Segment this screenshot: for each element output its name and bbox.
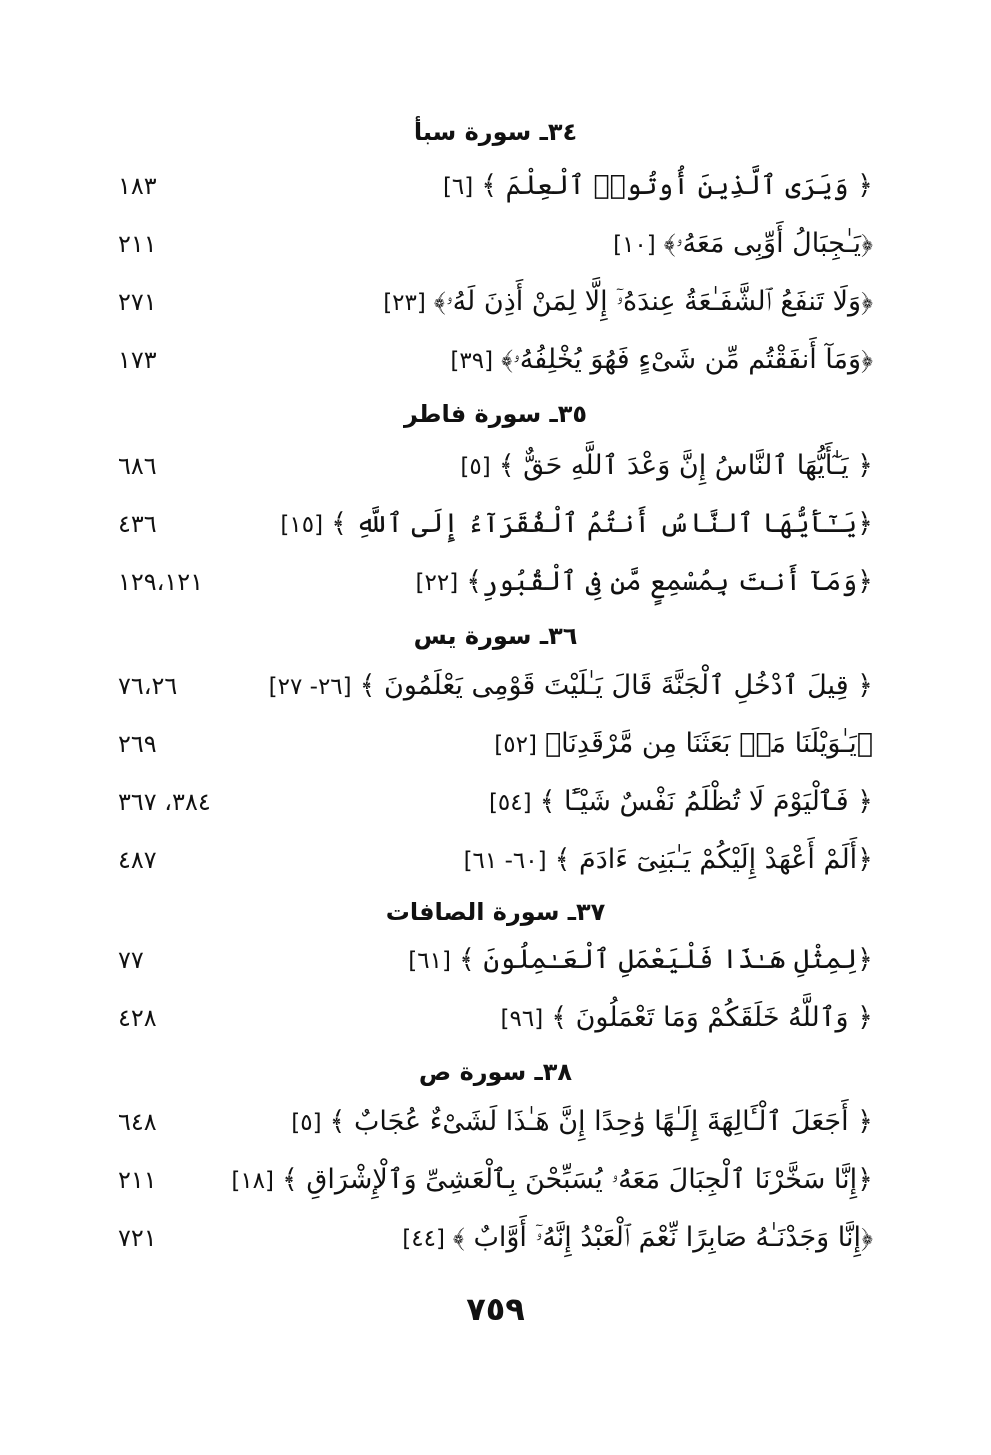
- verse-text: ﴿لِمِثْلِ هَـٰذَا فَلْيَعْمَلِ ٱلْعَـٰمِلُونَ ﴾[٦١]: [408, 944, 873, 975]
- verse-entry: [0, 1218, 991, 1258]
- verse-entry: [0, 840, 991, 880]
- verse-ref: [٦]: [442, 174, 474, 200]
- verse-text: ﴿ فَٱلْيَوْمَ لَا تُظْلَمُ نَفْسٌ شَيْـًٔا ﴾[٥٤]: [488, 786, 873, 817]
- page-refs: ٦٨٦: [118, 452, 157, 480]
- verse-ref: [٦٠- ٦١]: [463, 848, 547, 874]
- page-number: ٧٥٩: [466, 1290, 525, 1328]
- verse-ref: [١٨]: [231, 1168, 275, 1194]
- verse-text: ﴿ وَيَرَى ٱلَّذِينَ أُوتُوا۟ ٱلْعِلْمَ ﴾[٦]: [442, 170, 873, 201]
- surah-title: ٣٦ـ سورة يس: [413, 622, 578, 650]
- surah-title: ٣٨ـ سورة ص: [418, 1058, 573, 1086]
- surah-title: ٣٤ـ سورة سبأ: [413, 118, 578, 146]
- verse-text: ﴿إِنَّا سَخَّرْنَا ٱلْجِبَالَ مَعَهُۥ يُسَبِّحْنَ بِٱلْعَشِىِّ وَٱلْإِشْرَاقِ ﴾[١٨]: [231, 1164, 873, 1195]
- verse-text: ﴿ أَجَعَلَ ٱلْـَٔالِهَةَ إِلَـٰهًا وَٰحِدًا إِنَّ هَـٰذَا لَشَىْءٌ عُجَابٌ ﴾[٥]: [291, 1106, 873, 1137]
- page-refs: ٢٧١: [118, 288, 157, 316]
- verse-entry: [0, 446, 991, 486]
- verse-ref: [٦١]: [408, 948, 451, 974]
- verse-ref: [٢٣]: [383, 290, 426, 316]
- verse-ref: [٩٦]: [500, 1006, 544, 1032]
- page-refs: ٧٦،٢٦: [118, 672, 178, 700]
- page-refs: ٧٧: [118, 946, 144, 974]
- verse-ref: [٤٤]: [402, 1226, 445, 1252]
- page-refs: ٣٨٤، ٣٦٧: [118, 788, 211, 816]
- verse-text: ﴿وَمَآ أَنفَقْتُم مِّن شَىْءٍ فَهُوَ يُخْلِفُهُۥ﴾[٣٩]: [450, 344, 873, 375]
- verse-entry: [0, 666, 991, 706]
- page-refs: ٤٢٨: [118, 1004, 157, 1032]
- verse-entry: [0, 562, 991, 602]
- verse-entry: [0, 224, 991, 264]
- verse-entry: [0, 724, 991, 764]
- verse-entry: [0, 282, 991, 322]
- verse-text: ﴿أَلَمْ أَعْهَدْ إِلَيْكُمْ يَـٰبَنِىٓ ءَادَمَ ﴾[٦٠- ٦١]: [463, 844, 873, 875]
- verse-text: ﴿ قِيلَ ٱدْخُلِ ٱلْجَنَّةَ قَالَ يَـٰلَيْتَ قَوْمِى يَعْلَمُونَ ﴾[٢٦- ٢٧]: [268, 670, 873, 701]
- verse-ref: [٣٩]: [450, 348, 494, 374]
- verse-ref: [٢٦- ٢٧]: [268, 674, 352, 700]
- page-refs: ٦٤٨: [118, 1108, 157, 1136]
- page-refs: ١٨٣: [118, 172, 157, 200]
- verse-entry: [0, 782, 991, 822]
- verse-entry: [0, 504, 991, 544]
- verse-text: ﴿يَـٰجِبَالُ أَوِّبِى مَعَهُۥ﴾[١٠]: [613, 228, 873, 259]
- verse-ref: [٢٢]: [415, 570, 459, 596]
- verse-entry: [0, 940, 991, 980]
- verse-text: ﴿يَـٰٓأَيُّهَا ٱلنَّاسُ أَنتُمُ ٱلْفُقَرَآءُ إِلَى ٱللَّهِ ﴾[١٥]: [280, 508, 873, 539]
- verse-entry: [0, 166, 991, 206]
- surah-title: ٣٥ـ سورة فاطر: [403, 400, 588, 428]
- verse-entry: [0, 1102, 991, 1142]
- page-refs: ١٢٩،١٢١: [118, 568, 204, 596]
- surah-title: ٣٧ـ سورة الصافات: [385, 898, 606, 926]
- verse-entry: [0, 998, 991, 1038]
- page-refs: ١٧٣: [118, 346, 157, 374]
- page-refs: ٤٣٦: [118, 510, 157, 538]
- verse-text: ﴿إِنَّا وَجَدْنَـٰهُ صَابِرًا نِّعْمَ ٱلْعَبْدُ إِنَّهُۥٓ أَوَّابٌ ﴾[٤٤]: [402, 1222, 873, 1253]
- page-refs: ٧٢١: [118, 1224, 157, 1252]
- verse-ref: [٥٢]: [494, 732, 537, 758]
- page-refs: ٢٦٩: [118, 730, 157, 758]
- verse-text: ﴿وَلَا تَنفَعُ ٱلشَّفَـٰعَةُ عِندَهُۥٓ إِلَّا لِمَنْ أَذِنَ لَهُۥ﴾[٢٣]: [383, 286, 873, 317]
- verse-text: ﴿ وَٱللَّهُ خَلَقَكُمْ وَمَا تَعْمَلُونَ ﴾[٩٦]: [500, 1002, 873, 1033]
- verse-entry: [0, 1160, 991, 1200]
- page-refs: ٤٨٧: [118, 846, 157, 874]
- verse-entry: [0, 340, 991, 380]
- page-refs: ٢١١: [118, 1166, 157, 1194]
- verse-ref: [٥]: [291, 1110, 322, 1136]
- verse-text: ﴿وَمَآ أَنتَ بِمُسْمِعٍ مَّن فِى ٱلْقُبُورِ﴾[٢٢]: [415, 566, 873, 597]
- verse-ref: [١٥]: [280, 512, 324, 538]
- page-refs: ٢١١: [118, 230, 157, 258]
- verse-ref: [٥٤]: [488, 790, 532, 816]
- verse-text: ﴿يَـٰوَيْلَنَا مَنۢ بَعَثَنَا مِن مَّرْقَدِنَا﴾[٥٢]: [494, 728, 873, 759]
- verse-text: ﴿ يَـٰٓأَيُّهَا ٱلنَّاسُ إِنَّ وَعْدَ ٱللَّهِ حَقٌّ ﴾[٥]: [460, 450, 873, 481]
- verse-ref: [١٠]: [613, 232, 656, 258]
- verse-ref: [٥]: [460, 454, 491, 480]
